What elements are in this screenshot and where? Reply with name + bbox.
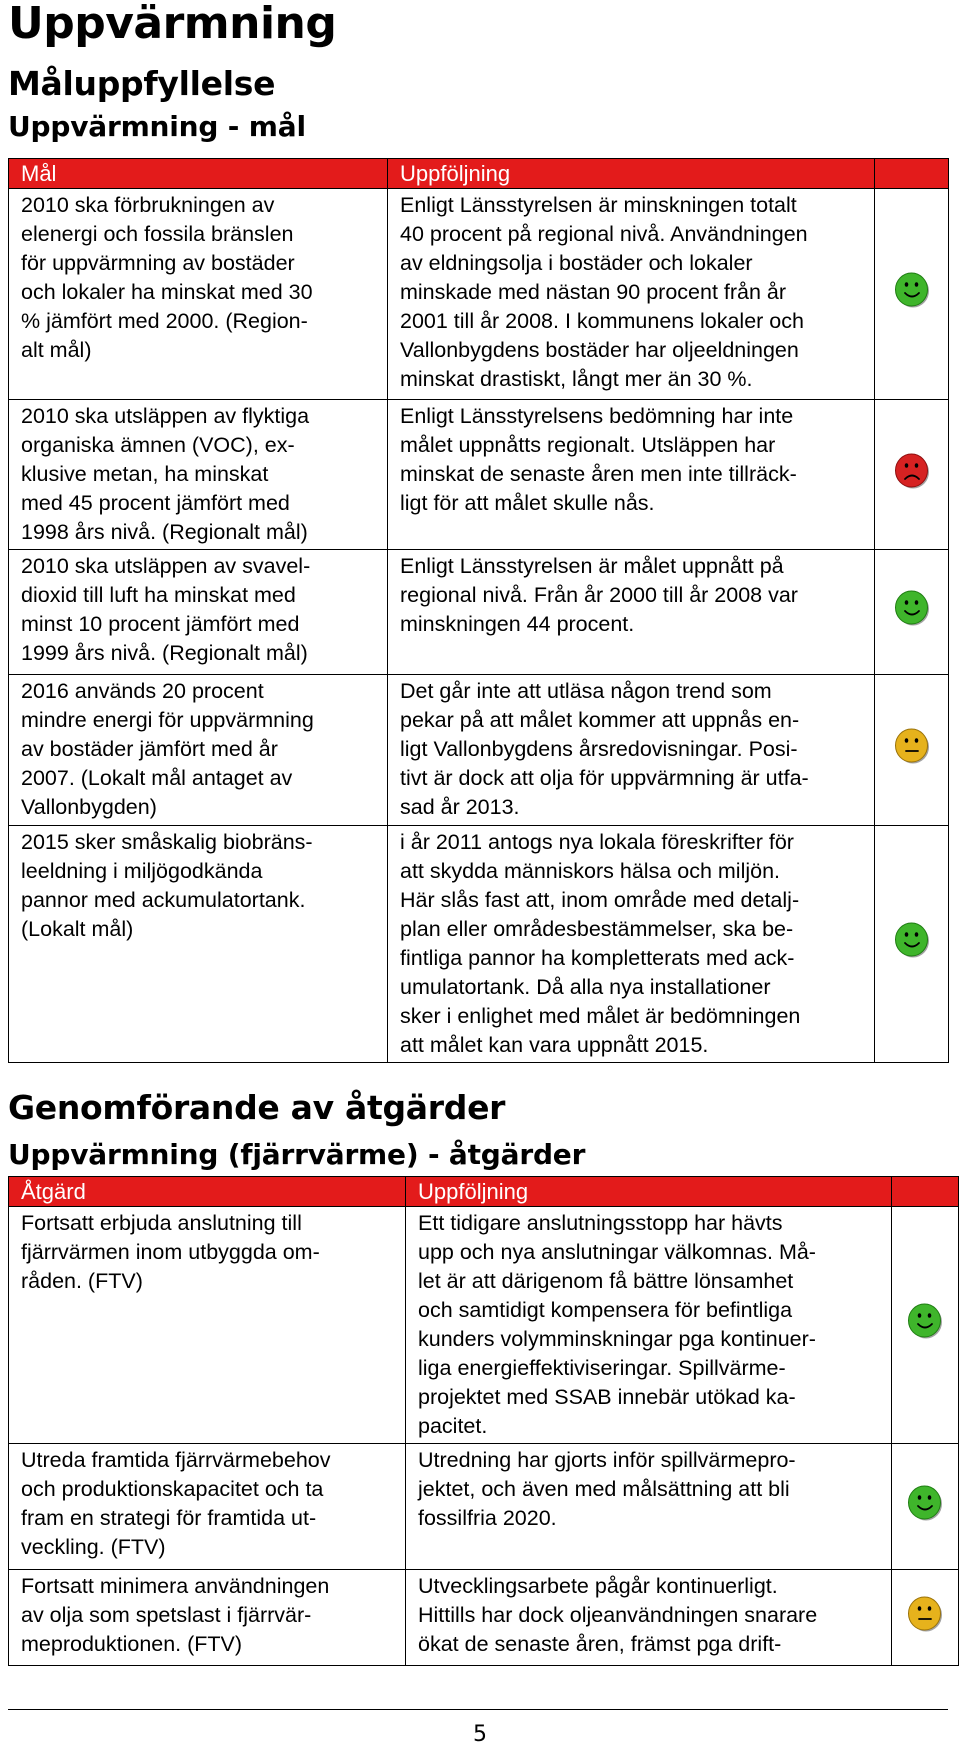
followup-text: Ett tidigare anslutningsstopp har hävts upp och nya anslutningar välkomnas. Må- let är att därigenom få bättre lönsamhet och samtidigt kompensera för befintliga kunders volymminskningar pga kontinuer- liga energieffektiviseringar. Spillvärme- projektet med SSAB innebär utökad ka- pacitet. (418, 1211, 816, 1438)
table-row (9, 1207, 959, 1444)
smiley-neutral-icon (907, 1614, 943, 1638)
goal-text: 2016 används 20 procent mindre energi för uppvärmning av bostäder jämfört med år 2007. (Lokalt mål antaget av Vallonbygden) (21, 679, 314, 819)
column-header-action: Åtgärd (9, 1177, 406, 1207)
section-heading-maluppfyllelse: Måluppfyllelse (8, 64, 276, 103)
status-cell (875, 400, 949, 550)
page-title: Uppvärmning (8, 0, 337, 49)
section-heading-genomforande: Genomförande av åtgärder (8, 1088, 506, 1127)
table-row (9, 550, 949, 675)
goal-text: 2010 ska utsläppen av flyktiga organiska ämnen (VOC), ex- klusive metan, ha minskat med 45 procent jämfört med 1998 års nivå. (Regionalt mål) (21, 404, 310, 544)
status-cell (892, 1444, 959, 1570)
smiley-sad-icon (894, 471, 930, 495)
table-header-row (9, 1177, 959, 1207)
actions-table (8, 1176, 959, 1666)
table-header-row (9, 159, 949, 189)
followup-text: Enligt Länsstyrelsens bedömning har inte målet uppnåtts regionalt. Utsläppen har minskat de senaste åren men inte tillräck- ligt för att målet skulle nås. (400, 404, 797, 515)
table-row (9, 189, 949, 400)
table-row (9, 1570, 959, 1666)
action-text: Fortsatt erbjuda anslutning till fjärrvärmen inom utbyggda om- råden. (FTV) (21, 1211, 320, 1293)
goals-table (8, 158, 949, 1063)
followup-text: Utvecklingsarbete pågår kontinuerligt. Hittills har dock oljeanvändningen snarare ökat de senaste åren, främst pga drift- (418, 1574, 818, 1656)
table-title-goals: Uppvärmning - mål (8, 110, 306, 143)
table-title-actions: Uppvärmning (fjärrvärme) - åtgärder (8, 1138, 586, 1171)
column-header-status (892, 1177, 959, 1207)
action-text: Utreda framtida fjärrvärmebehov och produktionskapacitet och ta fram en strategi för framtida ut- veckling. (FTV) (21, 1448, 331, 1559)
smiley-neutral-icon (894, 746, 930, 770)
followup-text: Enligt Länsstyrelsen är minskningen totalt 40 procent på regional nivå. Användningen av eldningsolja i bostäder och lokaler minskade med nästan 90 procent från år 2001 till år 2008. I kommunens lokaler och Vallonbygdens bostäder har oljeeldningen minskat drastiskt, långt mer än 30 %. (400, 193, 808, 391)
table-row (9, 400, 949, 550)
smiley-happy-icon (894, 290, 930, 314)
action-text: Fortsatt minimera användningen av olja som spetslast i fjärrvär- meproduktionen. (FTV) (21, 1574, 330, 1656)
status-cell (875, 550, 949, 675)
column-header-status (875, 159, 949, 189)
table-row (9, 1444, 959, 1570)
goal-text: 2010 ska förbrukningen av elenergi och fossila bränslen för uppvärmning av bostäder och lokaler ha minskat med 30 % jämfört med 2000. (Region- alt mål) (21, 193, 313, 362)
table-row (9, 826, 949, 1063)
status-cell (875, 675, 949, 826)
status-cell (875, 826, 949, 1063)
followup-text: Enligt Länsstyrelsen är målet uppnått på regional nivå. Från år 2000 till år 2008 var minskningen 44 procent. (400, 554, 798, 636)
smiley-happy-icon (907, 1503, 943, 1527)
smiley-happy-icon (894, 608, 930, 632)
column-header-followup: Uppföljning (406, 1177, 892, 1207)
status-cell (892, 1570, 959, 1666)
goal-text: 2015 sker småskalig biobräns- leeldning i miljögodkända pannor med ackumulatortank. (Lokalt mål) (21, 830, 313, 941)
table-row (9, 675, 949, 826)
status-cell (892, 1207, 959, 1444)
followup-text: Utredning har gjorts inför spillvärmepro- jektet, och även med målsättning att bli fossilfria 2020. (418, 1448, 796, 1530)
status-cell (875, 189, 949, 400)
page-number: 5 (473, 1722, 487, 1747)
smiley-happy-icon (894, 940, 930, 964)
followup-text: i år 2011 antogs nya lokala föreskrifter för att skydda människors hälsa och miljön. Här slås fast att, inom område med detalj- plan eller områdesbestämmelser, ska be- fintliga pannor ha kompletterats med ack- umulatortank. Då alla nya installationer sker i enlighet med målet är bedömningen att målet kan vara uppnått 2015. (400, 830, 801, 1057)
column-header-followup: Uppföljning (388, 159, 875, 189)
followup-text: Det går inte att utläsa någon trend som pekar på att målet kommer att uppnås en- ligt Vallonbygdens årsredovisningar. Posi- tivt är dock att olja för uppvärmning är utfa- sad år 2013. (400, 679, 809, 819)
footer-rule (8, 1709, 948, 1710)
smiley-happy-icon (907, 1321, 943, 1345)
goal-text: 2010 ska utsläppen av svavel- dioxid till luft ha minskat med minst 10 procent jämfört med 1999 års nivå. (Regionalt mål) (21, 554, 311, 665)
column-header-goal: Mål (9, 159, 388, 189)
